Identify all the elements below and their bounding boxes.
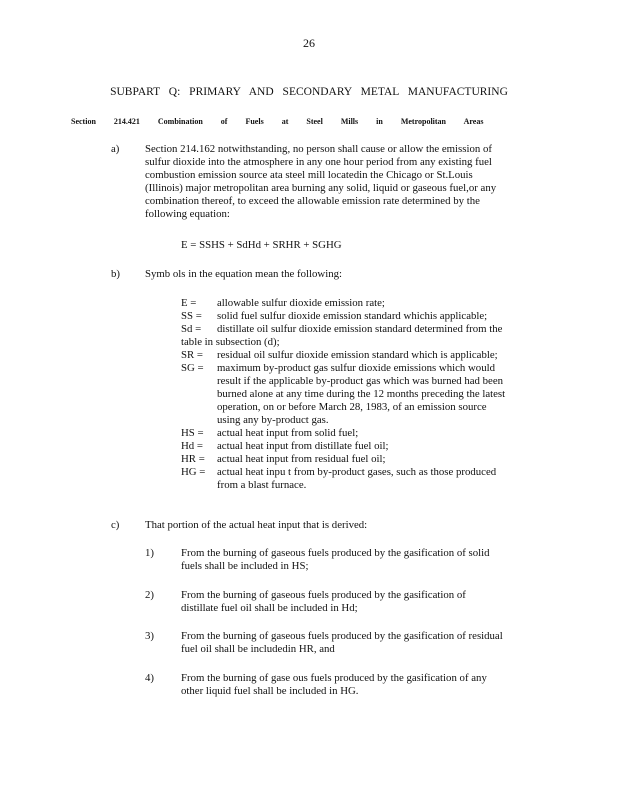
para-c-intro: That portion of the actual heat input that is derived: (145, 519, 368, 531)
section-title-word: Steel (306, 117, 323, 126)
definition-symbol: HG = (181, 466, 206, 478)
definition-line: burned alone at any time during the 12 months preceding the latest (217, 388, 506, 400)
definition-row (181, 349, 541, 362)
section-label: Section (71, 117, 96, 126)
definition-symbol: HS = (181, 427, 204, 439)
section-title-word: Fuels (245, 117, 264, 126)
definition-text: actual heat input from solid fuel; (217, 427, 359, 439)
section-number: 214.421 (113, 117, 140, 126)
definition-symbol: SS = (181, 310, 202, 322)
item-label: 3) (145, 630, 154, 642)
para-a-line: sulfur dioxide into the atmosphere in any one hour period from any existing fuel (145, 156, 492, 168)
definition-symbol: SG = (181, 362, 204, 374)
subpart-title: SUBPART Q: PRIMARY AND SECONDARY METAL MANUFACTURING (110, 86, 508, 98)
definition-text (217, 466, 496, 492)
para-b-intro: Symb ols in the equation mean the following: (145, 268, 343, 280)
definition-text: actual heat input from residual fuel oil; (217, 453, 386, 465)
item-text (181, 589, 466, 615)
item-line: From the burning of gase ous fuels produced by the gasification of any (181, 672, 487, 684)
definition-continuation: table in subsection (d); (181, 336, 280, 348)
definition-row (181, 427, 541, 440)
item-line: From the burning of gaseous fuels produced by the gasification of solid (181, 547, 490, 559)
section-title-word: of (220, 117, 228, 126)
definition-line: maximum by-product gas sulfur dioxide emissions which would (217, 362, 495, 374)
definition-text: actual heat input from distillate fuel oil; (217, 440, 389, 452)
equation: E = SSHS + SdHd + SRHR + SGHG (181, 239, 342, 251)
section-title-word: at (281, 117, 289, 126)
item-line: From the burning of gaseous fuels produced by the gasification of (181, 589, 466, 601)
item-line: fuel oil shall be includedin HR, and (181, 643, 335, 655)
para-a-label: a) (111, 143, 120, 155)
para-a-line: Section 214.162 notwithstanding, no person shall cause or allow the emission of (145, 143, 492, 155)
definition-line: actual heat inpu t from by-product gases, such as those produced (217, 466, 497, 478)
definition-text: allowable sulfur dioxide emission rate; (217, 297, 385, 309)
definition-symbol: HR = (181, 453, 205, 465)
section-title-word: Mills (340, 117, 359, 126)
item-text (181, 630, 503, 656)
section-heading (71, 117, 499, 126)
definitions-list (181, 297, 541, 492)
definition-text (217, 362, 505, 427)
definition-line: using any by-product gas. (217, 414, 329, 426)
definition-text: solid fuel sulfur dioxide emission standard whichis applicable; (217, 310, 488, 322)
definition-row (181, 310, 541, 323)
para-a-line: (Illinois) major metropolitan area burning any solid, liquid or gaseous fuel,or any (145, 182, 497, 194)
item-text (181, 547, 490, 573)
definition-row (181, 466, 541, 492)
para-a-line: following equation: (145, 208, 230, 220)
page-number: 26 (303, 36, 315, 50)
definition-text: residual oil sulfur dioxide emission standard which is applicable; (217, 349, 498, 361)
item-line: fuels shall be included in HS; (181, 560, 309, 572)
definition-symbol: Hd = (181, 440, 203, 452)
item-line: distillate fuel oil shall be included in Hd; (181, 602, 358, 614)
item-label: 1) (145, 547, 154, 559)
definition-row (181, 440, 541, 453)
definition-symbol: SR = (181, 349, 203, 361)
section-title-word: Combination (157, 117, 203, 126)
para-b-label: b) (111, 268, 120, 280)
definition-text: distillate oil sulfur dioxide emission standard determined from the (217, 323, 503, 335)
section-title-word: Metropolitan (400, 117, 447, 126)
definition-row (181, 336, 541, 349)
section-title-word: Areas (463, 117, 484, 126)
definition-row (181, 453, 541, 466)
para-c-label: c) (111, 519, 120, 531)
para-a-text (145, 143, 496, 221)
item-line: other liquid fuel shall be included in HG. (181, 685, 359, 697)
definition-symbol: E = (181, 297, 197, 309)
para-a-line: combination thereof, to exceed the allowable emission rate determined by the (145, 195, 480, 207)
definition-line: operation, on or before March 28, 1983, of an emission source (217, 401, 487, 413)
definition-row (181, 297, 541, 310)
definition-row (181, 362, 541, 427)
item-label: 2) (145, 589, 154, 601)
para-a-line: combustion emission source ata steel mill locatedin the Chicago or St.Louis (145, 169, 473, 181)
definition-row (181, 323, 541, 336)
definition-symbol: Sd = (181, 323, 202, 335)
section-title-word: in (376, 117, 383, 126)
definition-line: from a blast furnace. (217, 479, 307, 491)
item-text (181, 672, 487, 698)
item-line: From the burning of gaseous fuels produced by the gasification of residual (181, 630, 503, 642)
definition-line: result if the applicable by-product gas which was burned had been (217, 375, 504, 387)
item-label: 4) (145, 672, 154, 684)
